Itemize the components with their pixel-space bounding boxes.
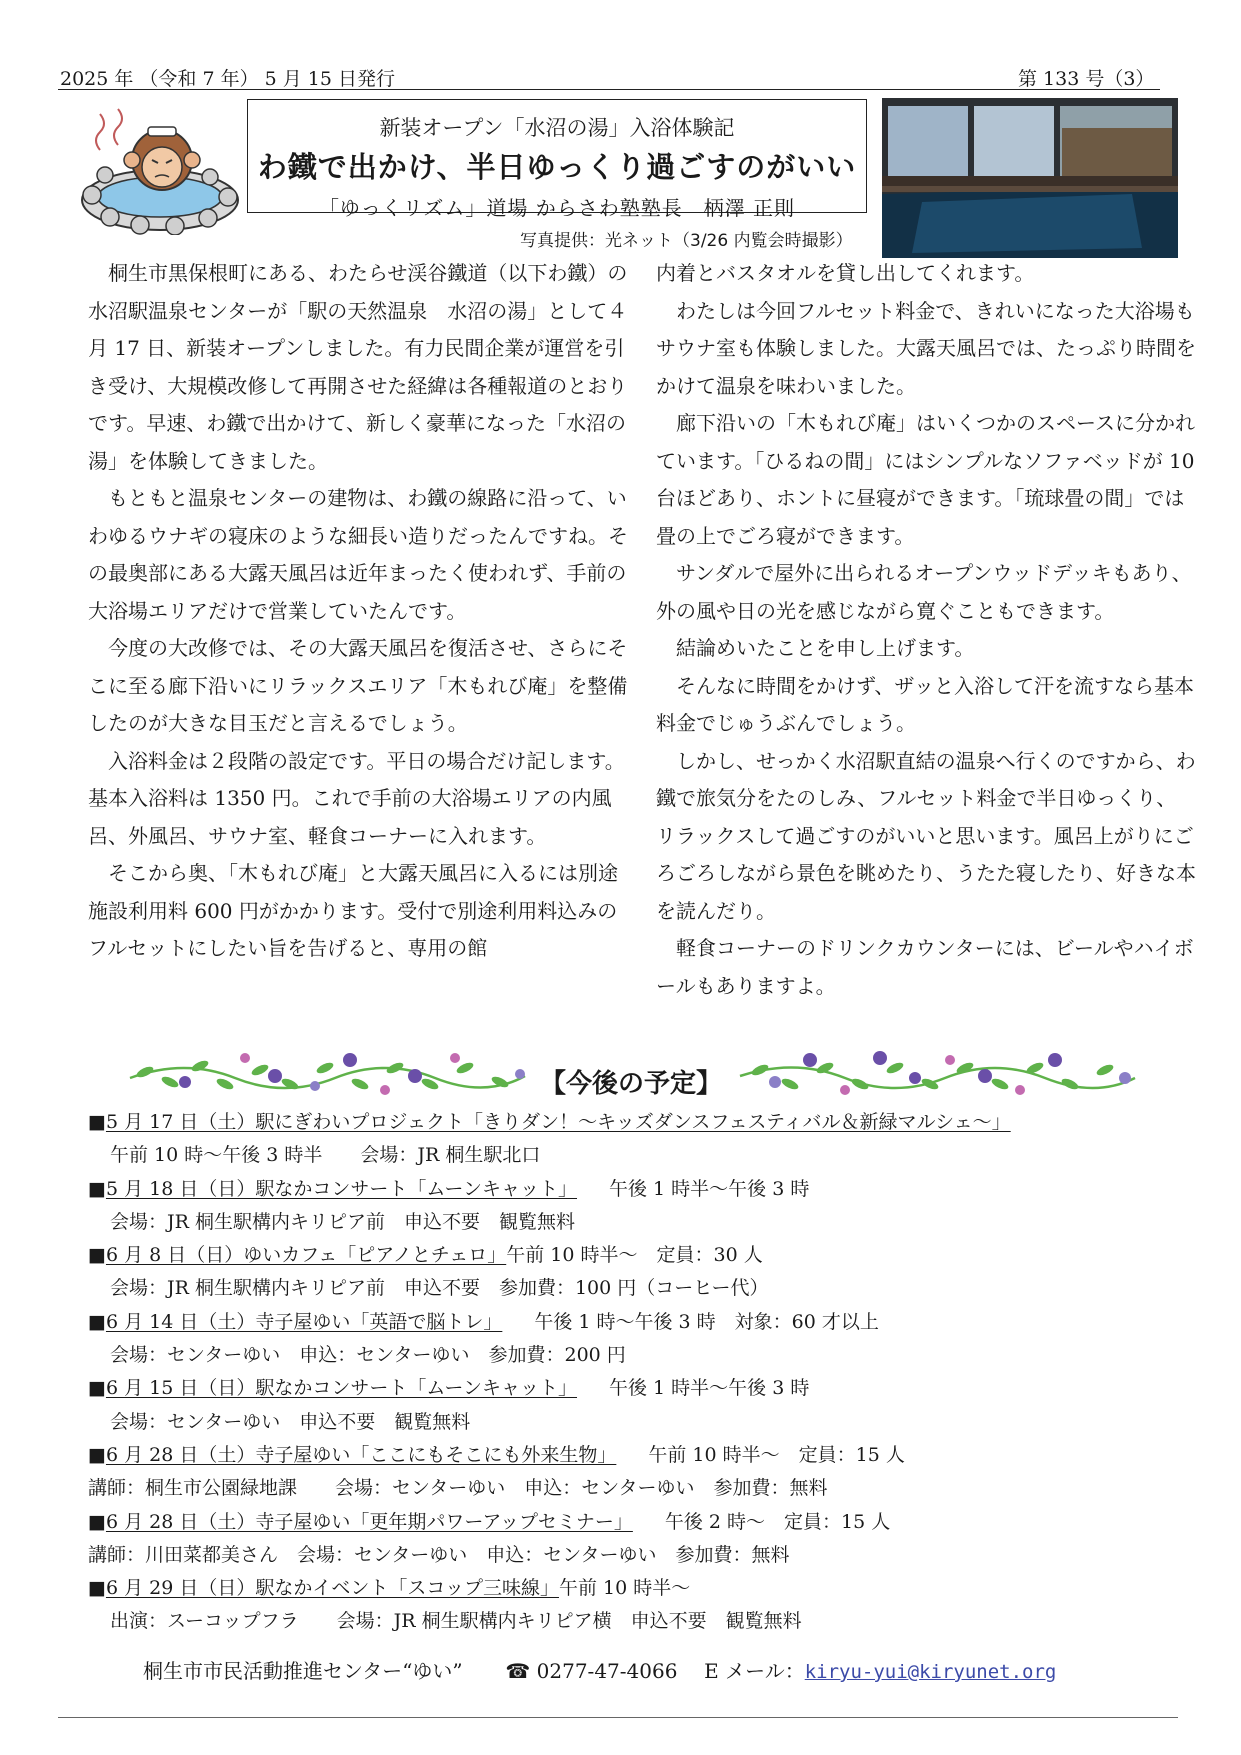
event-title: 5 月 18 日（日）駅なかコンサート「ムーンキャット」 [105, 1177, 578, 1200]
bullet: ■ [88, 1177, 106, 1200]
event-detail: 講師：川田菜都美さん 会場：センターゆい 申込：センターゆい 参加費：無料 [88, 1543, 790, 1566]
schedule-list [88, 1106, 1188, 1639]
event-time: 午前 10 時半～ 定員：30 人 [506, 1244, 763, 1267]
article-paragraph: 桐生市黒保根町にある、わたらせ渓谷鐵道（以下わ鐵）の水沼駅温泉センターが「駅の天然温泉 水沼の湯」として４月 17 日、新装オープンしました。有力民間企業が運営を引き受け、大規模改修して再開させた経緯は各種報道のとおりです。早速、わ鐵で出かけて、新しく豪華になった「水沼の湯」を体験してきました。 [88, 261, 628, 473]
schedule-event [88, 1572, 1188, 1605]
schedule-event [88, 1173, 1188, 1206]
event-detail: 会場：JR 桐生駅構内キリピア前 申込不要 参加費：100 円（コーヒー代） [110, 1277, 769, 1300]
phone-number: 0277-47-4066 [536, 1659, 678, 1683]
event-title: 6 月 28 日（土）寺子屋ゆい「ここにもそこにも外来生物」 [105, 1443, 617, 1466]
bullet: ■ [88, 1111, 106, 1133]
article-paragraph: 軽食コーナーのドリンクカウンターには、ビールやハイボールもありますよ。 [656, 936, 1194, 998]
event-title: 6 月 29 日（日）駅なかイベント「スコップ三味線」 [105, 1577, 559, 1600]
article-paragraph: 入浴料金は２段階の設定です。平日の場合だけ記します。基本入浴料は 1350 円。これで手前の大浴場エリアの内風呂、外風呂、サウナ室、軽食コーナーに入れます。 [88, 748, 625, 848]
article-title-box [247, 99, 867, 220]
bullet: ■ [88, 1443, 106, 1466]
schedule-event [88, 1239, 1188, 1272]
article-paragraph: わたしは今回フルセット料金で、きれいになった大浴場もサウナ室も体験しました。大露天風呂では、たっぷり時間をかけて温泉を味わいました。 [656, 298, 1196, 398]
event-title: 6 月 28 日（土）寺子屋ゆい「更年期パワーアップセミナー」 [105, 1510, 633, 1533]
article-right-column [656, 255, 1196, 1005]
vine-flower-border-icon [735, 1048, 1140, 1098]
article-paragraph: 今度の大改修では、その大露天風呂を復活させ、さらにそこに至る廊下沿いにリラックスエリア「木もれび庵」を整備したのが大きな目玉だと言えるでしょう。 [88, 636, 628, 735]
email-label: E メール： [704, 1659, 805, 1683]
article-paragraph: 内着とバスタオルを貸し出してくれます。 [656, 261, 1035, 285]
bullet: ■ [88, 1310, 106, 1333]
article-byline: 「ゆっくリズム」道場 からさわ塾塾長 柄澤 正則 [318, 196, 796, 220]
event-title: 6 月 14 日（土）寺子屋ゆい「英語で脳トレ」 [105, 1310, 503, 1333]
footer-contact [143, 1655, 1056, 1684]
organization-name: 桐生市市民活動推進センター“ゆい” [143, 1659, 463, 1683]
event-time: 午前 10 時半～ 定員：15 人 [648, 1443, 905, 1466]
schedule-title: 【今後の予定】 [540, 1069, 723, 1099]
schedule-event [88, 1439, 1188, 1472]
article-paragraph: サンダルで屋外に出られるオープンウッドデッキもあり、外の風や日の光を感じながら寛ぐこともできます。 [656, 561, 1192, 623]
schedule-event [88, 1306, 1188, 1339]
footer-rule [58, 1717, 1178, 1718]
phone-icon: ☎ [505, 1659, 531, 1683]
issue-date: 2025 年 （令和 7 年） 5 月 15 日発行 [60, 68, 396, 90]
bullet: ■ [88, 1377, 106, 1400]
event-detail: 出演：スーコップフラ 会場：JR 桐生駅構内キリピア横 申込不要 観覧無料 [110, 1610, 802, 1633]
bath-photo-image [882, 98, 1178, 258]
event-detail: 会場：センターゆい 申込不要 観覧無料 [110, 1410, 471, 1433]
photo-credit: 写真提供：光ネット（3/26 内覧会時撮影） [520, 231, 853, 251]
schedule-event [88, 1506, 1188, 1539]
monkey-in-hot-spring-icon [70, 105, 245, 235]
article-paragraph: そんなに時間をかけず、ザッと入浴して汗を流すなら基本料金でじゅうぶんでしょう。 [656, 673, 1194, 735]
email-link[interactable]: kiryu-yui@kiryunet.org [804, 1661, 1057, 1683]
article-left-column [88, 255, 628, 968]
schedule-event [88, 1106, 1188, 1139]
event-time: 午後 2 時～ 定員：15 人 [664, 1510, 891, 1533]
article-title: わ鐵で出かけ、半日ゆっくり過ごすのがいい [257, 150, 857, 184]
header-rule [58, 89, 1160, 90]
bullet: ■ [88, 1244, 106, 1267]
article-paragraph: もともと温泉センターの建物は、わ鐵の線路に沿って、いわゆるウナギの寝床のような細長い造りだったんですね。その最奥部にある大露天風呂は近年まったく使われず、手前の大浴場エリアだけで営業していたんです。 [88, 486, 628, 623]
article-paragraph: 結論めいたことを申し上げます。 [676, 636, 975, 660]
event-detail: 講師：桐生市公園緑地課 会場：センターゆい 申込：センターゆい 参加費：無料 [88, 1477, 828, 1500]
vine-flower-border-icon [125, 1048, 530, 1098]
article-subtitle: 新装オープン「水沼の湯」入浴体験記 [379, 116, 735, 140]
article-paragraph: 廊下沿いの「木もれび庵」はいくつかのスペースに分かれています。「ひるねの間」にはシンプルなソファベッドが 10 台ほどあり、ホントに昼寝ができます。「琉球畳の間」では畳の上でごろ寝ができます。 [656, 411, 1195, 548]
article-paragraph: そこから奥、「木もれび庵」と大露天風呂に入るには別途施設利用料 600 円がかかります。受付で別途利用料込みのフルセットにしたい旨を告げると、専用の館 [88, 861, 618, 960]
event-time: 午後 1 時半～午後 3 時 [609, 1377, 810, 1400]
event-title: 6 月 15 日（日）駅なかコンサート「ムーンキャット」 [105, 1377, 578, 1400]
bullet: ■ [88, 1577, 106, 1600]
bullet: ■ [88, 1510, 106, 1533]
event-title: 6 月 8 日（日）ゆいカフェ「ピアノとチェロ」 [105, 1244, 507, 1267]
event-time: 午後 1 時半～午後 3 時 [609, 1177, 810, 1200]
event-time: 午後 1 時～午後 3 時 対象：60 才以上 [534, 1310, 879, 1333]
event-detail: 会場：JR 桐生駅構内キリピア前 申込不要 観覧無料 [110, 1210, 575, 1233]
event-detail: 午前 10 時～午後 3 時半 会場：JR 桐生駅北口 [110, 1144, 541, 1167]
event-time: 午前 10 時半～ [558, 1577, 691, 1600]
event-detail: 会場：センターゆい 申込：センターゆい 参加費：200 円 [110, 1344, 626, 1367]
schedule-event [88, 1372, 1188, 1405]
bath-photo [882, 98, 1178, 258]
event-title: 5 月 17 日（土）駅にぎわいプロジェクト「きりダン！～キッズダンスフェスティバル＆新緑マルシェ～」 [105, 1111, 1011, 1133]
issue-number: 第 133 号（3） [1018, 68, 1155, 90]
article-paragraph: しかし、せっかく水沼駅直結の温泉へ行くのですから、わ鐵で旅気分をたのしみ、フルセット料金で半日ゆっくり、リラックスして過ごすのがいいと思います。風呂上がりにごろごろしながら景色を眺めたり、うたた寝したり、好きな本を読んだり。 [656, 748, 1196, 923]
